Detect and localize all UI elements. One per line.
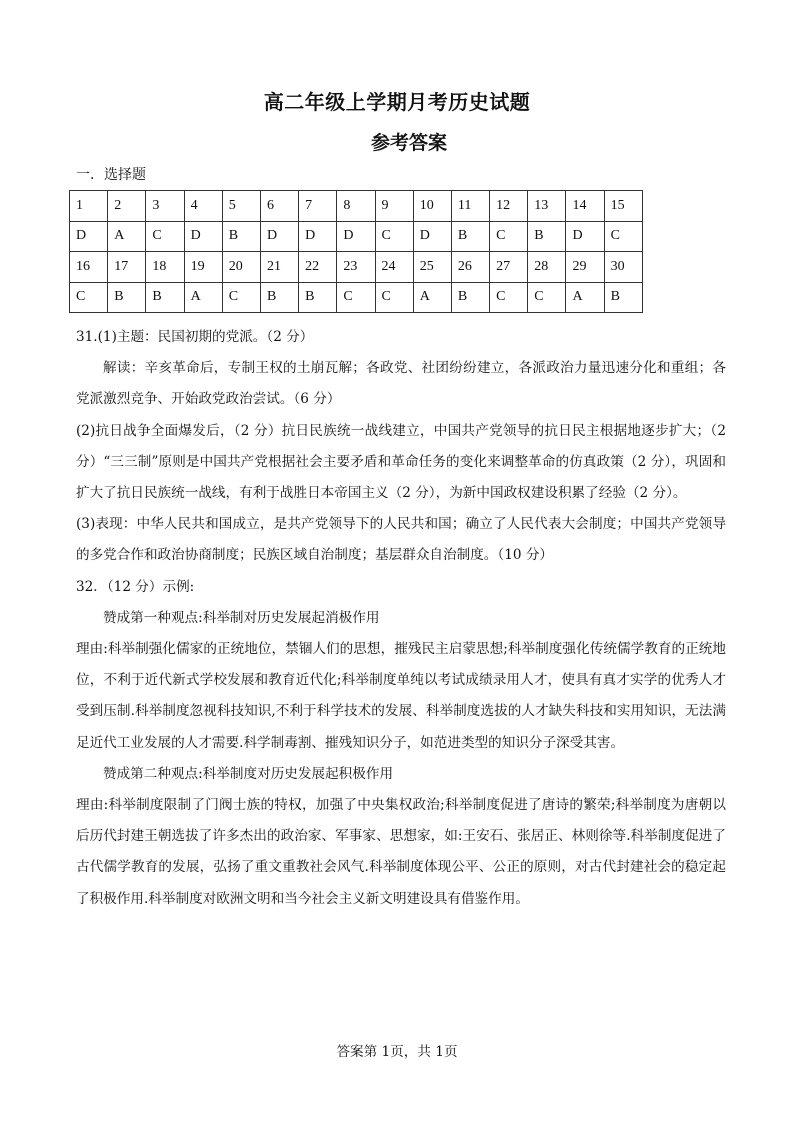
answer-paragraph: 31.(1)主题：民国初期的党派。（2 分） xyxy=(76,329,314,345)
answer-cell: B xyxy=(222,221,260,252)
document-title: 高二年级上学期月考历史试题 xyxy=(263,90,531,114)
answer-cell: D xyxy=(413,221,451,252)
question-number-cell: 14 xyxy=(566,191,604,222)
answer-cell: C xyxy=(528,282,566,313)
answer-cell: B xyxy=(299,282,337,313)
answer-cell: C xyxy=(490,221,528,252)
answer-cell: C xyxy=(375,282,413,313)
answer-row xyxy=(70,221,643,252)
question-number-cell: 2 xyxy=(108,191,146,222)
answer-cell: D xyxy=(260,221,298,252)
question-number-cell: 21 xyxy=(260,252,298,283)
answer-paragraph: 理由:科举制度限制了门阀士族的特权，加强了中央集权政治;科举制度促进了唐诗的繁荣;科举制度为唐朝以后历代封建王朝选拔了许多杰出的政治家、军事家、思想家，如:王安石、张居正、林则徐等.科举制度促进了古代儒学教育的发展，弘扬了重文重教社会风气.科举制度体现公平、公正的原则，对古代封建社会的稳定起了积极作用.科举制度对欧洲文明和当今社会主义新文明建设具有借鉴作用。 xyxy=(76,797,726,907)
question-number-cell: 17 xyxy=(108,252,146,283)
question-number-cell: 4 xyxy=(184,191,222,222)
question-number-cell: 13 xyxy=(528,191,566,222)
question-number-cell: 18 xyxy=(146,252,184,283)
question-number-cell: 22 xyxy=(299,252,337,283)
answer-paragraph: (2)抗日战争全面爆发后，（2 分）抗日民族统一战线建立，中国共产党领导的抗日民主根据地逐步扩大；（2 分）“三三制”原则是中国共产党根据社会主要矛盾和革命任务的变化来调整革命的仿真政策（2 分），巩固和扩大了抗日民族统一战线，有利于战胜日本帝国主义（2 分），为新中国政权建设积累了经验（2 分）。 xyxy=(76,422,726,502)
answer-cell: B xyxy=(604,282,642,313)
page-footer: 答案第 1页，共 1页 xyxy=(336,1044,458,1060)
document-subtitle: 参考答案 xyxy=(370,132,447,154)
question-number-cell: 11 xyxy=(451,191,489,222)
answer-paragraph: 赞成第一种观点:科举制对历史发展起消极作用 xyxy=(103,609,380,626)
answer-cell: D xyxy=(337,221,375,252)
question-number-cell: 19 xyxy=(184,252,222,283)
answer-cell: B xyxy=(451,282,489,313)
question-number-cell: 1 xyxy=(70,191,108,222)
question-number-cell: 27 xyxy=(490,252,528,283)
question-number-cell: 5 xyxy=(222,191,260,222)
answer-cell: C xyxy=(222,282,260,313)
answer-paragraph: 理由:科举制强化儒家的正统地位，禁锢人们的思想，摧残民主启蒙思想;科举制度强化传统儒学教育的正统地位，不利于近代新式学校发展和教育近代化;科举制度单纯以考试成绩录用人才，使具有真才实学的优秀人才受到压制.科举制度忽视科技知识,不利于科学技术的发展、科举制度选拔的人才缺失科技和实用知识，无法满足近代工业发展的人才需要.科学制毒割、摧残知识分子，如范进类型的知识分子深受其害。 xyxy=(76,641,726,751)
question-number-cell: 24 xyxy=(375,252,413,283)
question-number-cell: 15 xyxy=(604,191,642,222)
question-number-cell: 25 xyxy=(413,252,451,283)
answer-paragraph: 赞成第二种观点:科举制度对历史发展起积极作用 xyxy=(103,765,394,782)
answer-table-body xyxy=(70,191,643,313)
answer-cell: D xyxy=(566,221,604,252)
answer-cell: A xyxy=(413,282,451,313)
answer-cell: D xyxy=(70,221,108,252)
question-number-cell: 29 xyxy=(566,252,604,283)
answer-row xyxy=(70,282,643,313)
answer-paragraph: (3)表现：中华人民共和国成立，是共产党领导下的人民共和国；确立了人民代表大会制度；中国共产党领导的多党合作和政治协商制度；民族区域自治制度；基层群众自治制度。（10 分） xyxy=(76,516,726,564)
answer-cell: C xyxy=(490,282,528,313)
answer-paragraph: 32．（12 分）示例: xyxy=(76,578,195,595)
question-number-row xyxy=(70,191,643,222)
answer-cell: C xyxy=(146,221,184,252)
answer-cell: D xyxy=(299,221,337,252)
answer-cell: B xyxy=(260,282,298,313)
answer-cell: C xyxy=(375,221,413,252)
answer-cell: C xyxy=(604,221,642,252)
question-number-cell: 16 xyxy=(70,252,108,283)
answer-cell: C xyxy=(337,282,375,313)
question-number-cell: 3 xyxy=(146,191,184,222)
question-number-cell: 12 xyxy=(490,191,528,222)
answer-cell: B xyxy=(528,221,566,252)
question-number-cell: 28 xyxy=(528,252,566,283)
answer-cell: B xyxy=(451,221,489,252)
answer-cell: A xyxy=(108,221,146,252)
question-number-row xyxy=(70,252,643,283)
answer-cell: B xyxy=(146,282,184,313)
section-heading-choice: 一．选择题 xyxy=(76,167,146,183)
question-number-cell: 10 xyxy=(413,191,451,222)
answer-cell: C xyxy=(70,282,108,313)
answer-table xyxy=(69,190,643,313)
answer-cell: A xyxy=(566,282,604,313)
question-number-cell: 8 xyxy=(337,191,375,222)
question-number-cell: 26 xyxy=(451,252,489,283)
question-number-cell: 6 xyxy=(260,191,298,222)
question-number-cell: 7 xyxy=(299,191,337,222)
answer-cell: B xyxy=(108,282,146,313)
answer-content xyxy=(76,322,726,915)
answer-cell: D xyxy=(184,221,222,252)
question-number-cell: 9 xyxy=(375,191,413,222)
question-number-cell: 30 xyxy=(604,252,642,283)
answer-cell: A xyxy=(184,282,222,313)
question-number-cell: 23 xyxy=(337,252,375,283)
answer-paragraph: 解读：辛亥革命后，专制王权的土崩瓦解；各政党、社团纷纷建立，各派政治力量迅速分化和重组；各党派激烈竞争、开始政党政治尝试。（6 分） xyxy=(76,360,726,408)
question-number-cell: 20 xyxy=(222,252,260,283)
